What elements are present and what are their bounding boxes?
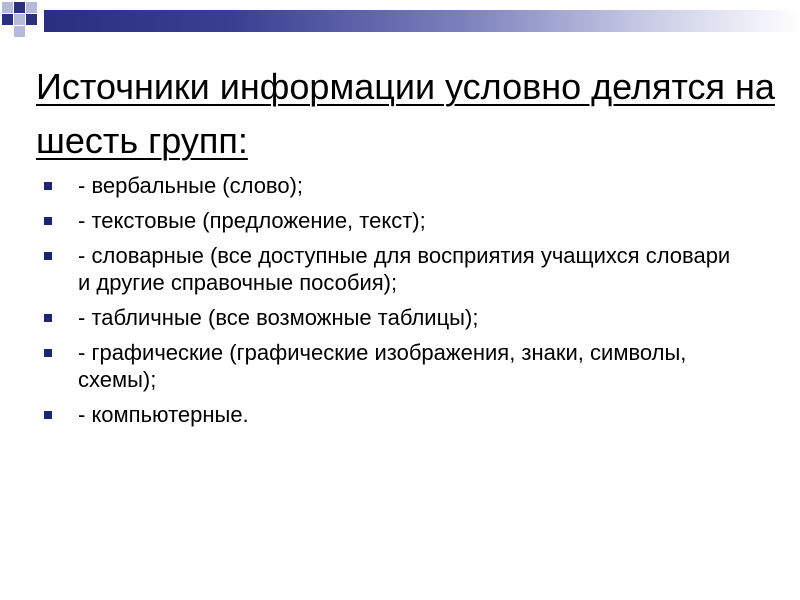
list-item-text: - вербальные (слово); [78, 173, 304, 198]
list-item-text: - словарные (все доступные для восприятия учащихся словари и другие справочные пособия); [78, 243, 731, 295]
decor-square [2, 2, 13, 13]
list-item-text: - компьютерные. [78, 402, 249, 427]
bullet-icon [44, 411, 52, 419]
list-item-text: - графические (графические изображения, знаки, символы, схемы); [78, 340, 687, 392]
sources-list [44, 172, 744, 436]
decor-square [14, 14, 25, 25]
list-item [44, 207, 744, 234]
decor-square [14, 2, 25, 13]
bullet-icon [44, 182, 52, 190]
list-item [44, 304, 744, 331]
decor-square [26, 2, 37, 13]
bullet-icon [44, 217, 52, 225]
list-item [44, 172, 744, 199]
header-decoration [0, 0, 800, 42]
list-item-text: - табличные (все возможные таблицы); [78, 305, 479, 330]
decor-square [26, 14, 37, 25]
bullet-icon [44, 349, 52, 357]
slide-title: Источники информации условно делятся на шесть групп: [36, 66, 775, 161]
bullet-icon [44, 252, 52, 260]
list-item [44, 339, 744, 393]
bullet-icon [44, 314, 52, 322]
decor-square [2, 14, 13, 25]
header-gradient-bar [44, 10, 800, 32]
list-item [44, 401, 744, 428]
list-item-text: - текстовые (предложение, текст); [78, 208, 426, 233]
decor-square [14, 26, 25, 37]
list-item [44, 242, 744, 296]
